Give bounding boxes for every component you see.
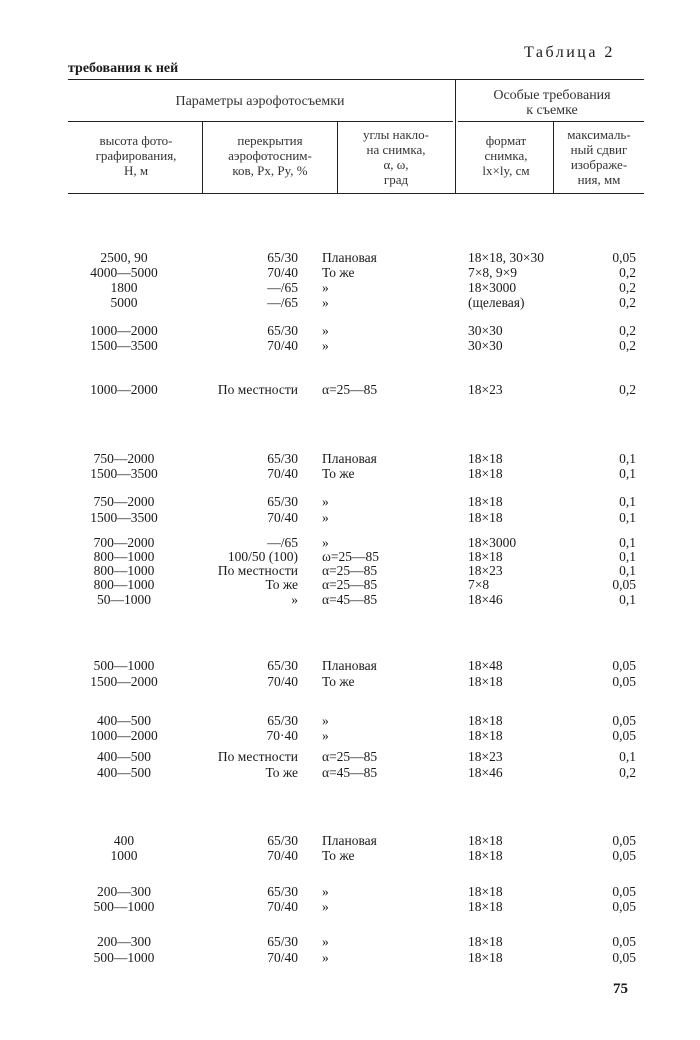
shift-cell: 0,1 xyxy=(619,535,636,550)
overlap-cell: По местности xyxy=(217,563,298,578)
col-height-line: Н, м xyxy=(123,163,149,178)
shift-cell: 0,2 xyxy=(619,265,636,280)
shift-cell: 0,2 xyxy=(619,280,636,295)
overlap-cell: 65/30 xyxy=(267,250,298,265)
overlap-cell: 70/40 xyxy=(267,848,298,863)
group-special-line-2: к съемке xyxy=(526,103,578,118)
height-cell: 1000 xyxy=(110,848,138,863)
format-cell: 18×18 xyxy=(468,674,503,689)
height-cell: 200—300 xyxy=(97,934,151,949)
shift-cell: 0,05 xyxy=(612,899,636,914)
header-bottom-rule xyxy=(68,193,644,194)
format-cell: 18×18 xyxy=(468,466,503,481)
height-cell: 1500—3500 xyxy=(90,338,158,353)
format-cell: 18×18 xyxy=(468,713,503,728)
header-mid-rule-right xyxy=(458,121,644,122)
format-cell: 18×18 xyxy=(468,510,503,525)
overlap-cell: —/65 xyxy=(267,535,298,550)
angle-cell: » xyxy=(322,713,329,728)
format-cell: 18×23 xyxy=(468,563,503,578)
overlap-cell: 70/40 xyxy=(267,899,298,914)
overlap-cell: 65/30 xyxy=(267,494,298,509)
col-format-line: снимка, xyxy=(484,148,528,163)
shift-cell: 0,1 xyxy=(619,592,636,607)
format-cell: 18×18 xyxy=(468,899,503,914)
overlap-cell: 65/30 xyxy=(267,884,298,899)
height-cell: 750—2000 xyxy=(93,451,155,466)
shift-cell: 0,05 xyxy=(612,674,636,689)
overlap-cell: 65/30 xyxy=(267,323,298,338)
overlap-cell: 65/30 xyxy=(267,833,298,848)
col-shift-line: изображе- xyxy=(570,157,628,172)
format-cell: 18×18 xyxy=(468,950,503,965)
shift-cell: 0,2 xyxy=(619,323,636,338)
overlap-cell: 70/40 xyxy=(267,950,298,965)
shift-cell: 0,1 xyxy=(619,749,636,764)
col-height-header xyxy=(72,133,200,178)
col-overlap-header xyxy=(204,133,336,178)
height-cell: 1500—3500 xyxy=(90,510,158,525)
angle-cell: α=25—85 xyxy=(322,577,378,592)
angle-cell: То же xyxy=(322,674,355,689)
angle-cell: » xyxy=(322,494,329,509)
col-angles-line: углы накло- xyxy=(362,127,429,142)
overlap-cell: » xyxy=(291,592,298,607)
shift-cell: 0,05 xyxy=(612,250,636,265)
format-cell: 18×18 xyxy=(468,884,503,899)
group-params-header: Параметры аэрофотосъемки xyxy=(175,94,345,109)
height-cell: 4000—5000 xyxy=(90,265,158,280)
format-cell: 18×3000 xyxy=(468,535,517,550)
shift-cell: 0,1 xyxy=(619,494,636,509)
angle-cell: α=25—85 xyxy=(322,563,378,578)
col-height-line: высота фото- xyxy=(99,133,173,148)
height-cell: 1000—2000 xyxy=(90,323,158,338)
shift-cell: 0,1 xyxy=(619,510,636,525)
angle-cell: То же xyxy=(322,466,355,481)
header-divider-1 xyxy=(202,121,203,193)
height-cell: 200—300 xyxy=(97,884,151,899)
format-cell: 7×8, 9×9 xyxy=(468,265,517,280)
shift-cell: 0,2 xyxy=(619,765,636,780)
shift-cell: 0,2 xyxy=(619,338,636,353)
shift-cell: 0,05 xyxy=(612,848,636,863)
overlap-cell: 65/30 xyxy=(267,713,298,728)
angle-cell: » xyxy=(322,934,329,949)
overlap-cell: По местности xyxy=(217,382,298,397)
format-cell: (щелевая) xyxy=(468,295,525,310)
shift-cell: 0,05 xyxy=(612,658,636,673)
overlap-cell: 70·40 xyxy=(266,728,298,743)
col-angles-line: на снимка, xyxy=(366,142,426,157)
height-cell: 1000—2000 xyxy=(90,728,158,743)
format-cell: 18×46 xyxy=(468,765,503,780)
format-cell: 18×23 xyxy=(468,382,503,397)
angle-cell: » xyxy=(322,338,329,353)
overlap-cell: —/65 xyxy=(267,280,298,295)
height-cell: 5000 xyxy=(110,295,138,310)
angle-cell: Плановая xyxy=(322,833,377,848)
height-cell: 1500—3500 xyxy=(90,466,158,481)
height-cell: 400—500 xyxy=(97,749,151,764)
height-cell: 2500, 90 xyxy=(100,250,148,265)
shift-cell: 0,1 xyxy=(619,563,636,578)
shift-cell: 0,1 xyxy=(619,549,636,564)
format-cell: 18×18 xyxy=(468,833,503,848)
col-format-header xyxy=(460,133,552,178)
height-cell: 800—1000 xyxy=(93,549,155,564)
height-cell: 500—1000 xyxy=(93,950,155,965)
overlap-cell: 70/40 xyxy=(267,466,298,481)
shift-cell: 0,1 xyxy=(619,451,636,466)
header-top-rule xyxy=(68,79,644,80)
format-cell: 18×3000 xyxy=(468,280,517,295)
height-cell: 750—2000 xyxy=(93,494,155,509)
overlap-cell: 70/40 xyxy=(267,338,298,353)
format-cell: 18×18 xyxy=(468,728,503,743)
shift-cell: 0,2 xyxy=(619,295,636,310)
col-format-line: формат xyxy=(485,133,527,148)
height-cell: 50—1000 xyxy=(97,592,151,607)
format-cell: 18×18 xyxy=(468,549,503,564)
col-overlap-line: перекрытия xyxy=(237,133,303,148)
height-cell: 800—1000 xyxy=(93,577,155,592)
table-subtitle: требования к ней xyxy=(68,61,179,76)
col-height-line: графирования, xyxy=(95,148,177,163)
angle-cell: » xyxy=(322,295,329,310)
shift-cell: 0,05 xyxy=(612,833,636,848)
height-cell: 400—500 xyxy=(97,713,151,728)
height-cell: 500—1000 xyxy=(93,899,155,914)
col-angles-line: град xyxy=(383,172,409,187)
format-cell: 18×18 xyxy=(468,451,503,466)
overlap-cell: —/65 xyxy=(267,295,298,310)
angle-cell: То же xyxy=(322,265,355,280)
page-number: 75 xyxy=(613,981,628,997)
format-cell: 18×18 xyxy=(468,934,503,949)
format-cell: 18×18 xyxy=(468,494,503,509)
height-cell: 800—1000 xyxy=(93,563,155,578)
height-cell: 500—1000 xyxy=(93,658,155,673)
format-cell: 18×48 xyxy=(468,658,503,673)
angle-cell: » xyxy=(322,280,329,295)
header-divider-2 xyxy=(337,121,338,193)
angle-cell: α=25—85 xyxy=(322,382,378,397)
overlap-cell: То же xyxy=(265,765,298,780)
height-cell: 1000—2000 xyxy=(90,382,158,397)
overlap-cell: 65/30 xyxy=(267,451,298,466)
shift-cell: 0,05 xyxy=(612,934,636,949)
angle-cell: » xyxy=(322,728,329,743)
format-cell: 30×30 xyxy=(468,338,503,353)
angle-cell: » xyxy=(322,535,329,550)
col-format-line: lx×ly, см xyxy=(482,163,530,178)
table-label: Таблица 2 xyxy=(524,44,615,61)
shift-cell: 0,2 xyxy=(619,382,636,397)
group-special-header xyxy=(462,88,642,118)
angle-cell: Плановая xyxy=(322,250,377,265)
shift-cell: 0,05 xyxy=(612,950,636,965)
angle-cell: α=25—85 xyxy=(322,749,378,764)
angle-cell: » xyxy=(322,510,329,525)
shift-cell: 0,05 xyxy=(612,884,636,899)
shift-cell: 0,05 xyxy=(612,728,636,743)
overlap-cell: 100/50 (100) xyxy=(227,549,298,564)
header-divider-main xyxy=(455,79,456,193)
angle-cell: α=45—85 xyxy=(322,765,378,780)
angle-cell: » xyxy=(322,899,329,914)
overlap-cell: То же xyxy=(265,577,298,592)
shift-cell: 0,1 xyxy=(619,466,636,481)
col-shift-line: ный сдвиг xyxy=(570,142,628,157)
overlap-cell: 65/30 xyxy=(267,934,298,949)
angle-cell: ω=25—85 xyxy=(322,549,379,564)
shift-cell: 0,05 xyxy=(612,577,636,592)
overlap-cell: 70/40 xyxy=(267,510,298,525)
format-cell: 18×18, 30×30 xyxy=(468,250,544,265)
overlap-cell: 70/40 xyxy=(267,674,298,689)
angle-cell: То же xyxy=(322,848,355,863)
col-shift-line: максималь- xyxy=(567,127,631,142)
angle-cell: α=45—85 xyxy=(322,592,378,607)
overlap-cell: 70/40 xyxy=(267,265,298,280)
angle-cell: Плановая xyxy=(322,658,377,673)
height-cell: 400—500 xyxy=(97,765,151,780)
format-cell: 7×8 xyxy=(468,577,490,592)
col-angles-header xyxy=(339,127,453,187)
overlap-cell: По местности xyxy=(217,749,298,764)
angle-cell: » xyxy=(322,323,329,338)
shift-cell: 0,05 xyxy=(612,713,636,728)
angle-cell: » xyxy=(322,950,329,965)
format-cell: 18×23 xyxy=(468,749,503,764)
angle-cell: » xyxy=(322,884,329,899)
format-cell: 18×18 xyxy=(468,848,503,863)
height-cell: 1500—2000 xyxy=(90,674,158,689)
height-cell: 700—2000 xyxy=(93,535,155,550)
header-mid-rule-left xyxy=(68,121,453,122)
col-overlap-line: ков, Рx, Рy, % xyxy=(232,163,308,178)
col-angles-line: α, ω, xyxy=(383,157,409,172)
height-cell: 400 xyxy=(113,833,135,848)
format-cell: 18×46 xyxy=(468,592,503,607)
format-cell: 30×30 xyxy=(468,323,503,338)
col-overlap-line: аэрофотосним- xyxy=(228,148,312,163)
group-special-line-1: Особые требования xyxy=(493,88,611,103)
col-shift-header xyxy=(554,127,644,187)
height-cell: 1800 xyxy=(110,280,138,295)
overlap-cell: 65/30 xyxy=(267,658,298,673)
angle-cell: Плановая xyxy=(322,451,377,466)
col-shift-line: ния, мм xyxy=(577,172,621,187)
